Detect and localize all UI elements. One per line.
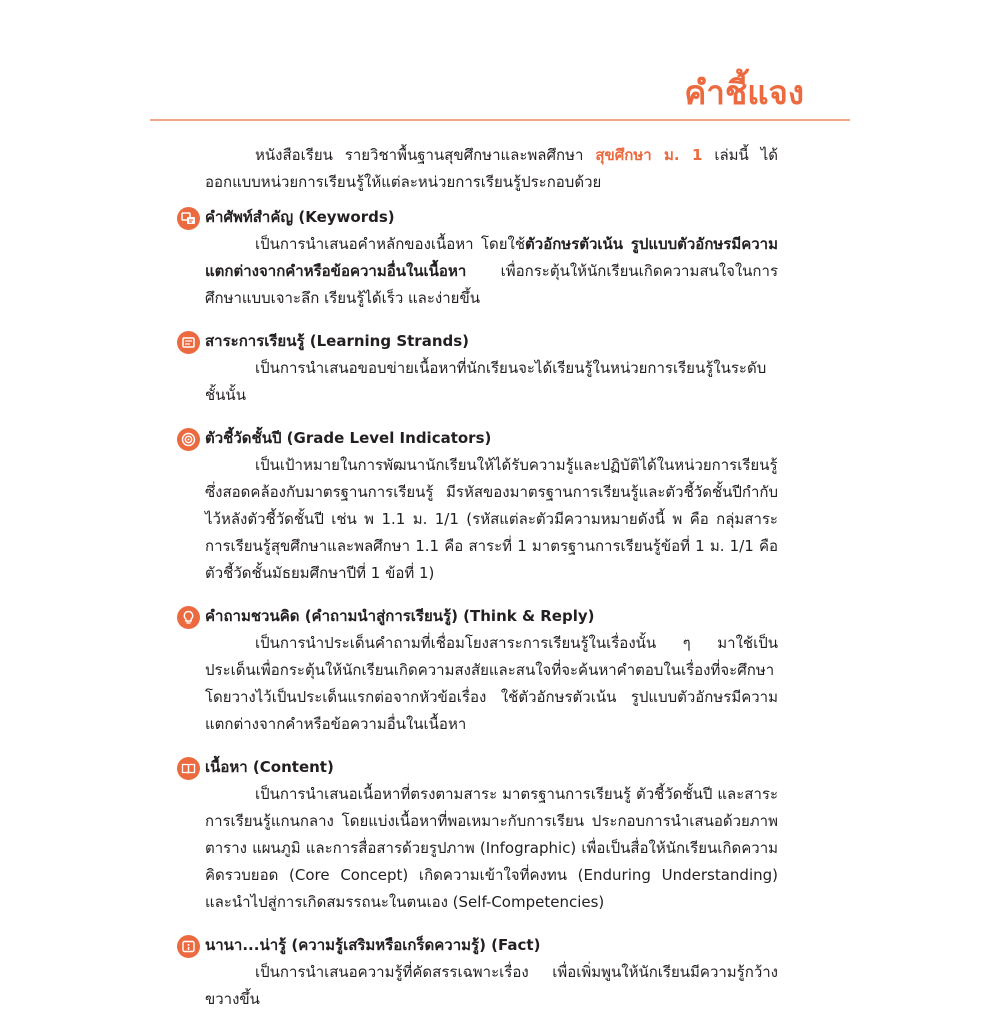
description-end: เพื่อกระตุ้นให้นักเรียนเกิดความสนใจในการศึกษาแบบเจาะลึก เรียนรู้ได้เร็ว และง่ายขึ้น xyxy=(205,262,778,307)
intro-paragraph xyxy=(205,142,778,196)
section-title: นานา...น่ารู้ (ความรู้เสริมหรือเกร็ดความรู้) (Fact) xyxy=(205,936,541,954)
section-description: เป็นการนำประเด็นคำถามที่เชื่อมโยงสาระการเรียนรู้ในเรื่องนั้น ๆ มาใช้เป็นประเด็นเพื่อกระตุ้นให้นักเรียนเกิดความสงสัยและสนใจที่จะค้นหาคำตอบในเรื่องที่จะศึกษา โดยวางไว้เป็นประเด็นแรกต่อจากหัวข้อเรื่อง ใช้ตัวอักษรตัวเน้น รูปแบบตัวอักษรมีความแตกต่างจากคำหรือข้อความอื่นในเนื้อหา xyxy=(205,634,778,733)
lightbulb-icon xyxy=(177,606,200,629)
description-emphasis: ตัวอักษรตัวเน้น รูปแบบตัวอักษรมีความแตกต่างจากคำหรือข้อความอื่นในเนื้อหา xyxy=(205,235,778,280)
intro-text-before: หนังสือเรียน รายวิชาพื้นฐานสุขศึกษาและพลศึกษา xyxy=(255,146,596,164)
description-start: เป็นการนำเสนอคำหลักของเนื้อหา โดยใช้ xyxy=(255,235,526,253)
section-fact xyxy=(205,932,778,1013)
section-description: เป็นเป้าหมายในการพัฒนานักเรียนให้ได้รับความรู้และปฏิบัติได้ในหน่วยการเรียนรู้ ซึ่งสอดคล้องกับมาตรฐานการเรียนรู้ มีรหัสของมาตรฐานการเรียนรู้และตัวชี้วัดชั้นปีกำกับไว้หลังตัวชี้วัดชั้นปี เช่น พ 1.1 ม. 1/1 (รหัสแต่ละตัวมีความหมายดังนี้ พ คือ กลุ่มสาระการเรียนรู้สุขศึกษาและพลศึกษา 1.1 คือ สาระที่ 1 มาตรฐานการเรียนรู้ข้อที่ 1 ม. 1/1 คือ ตัวชี้วัดชั้นมัธยมศึกษาปีที่ 1 ข้อที่ 1) xyxy=(205,456,778,582)
section-keywords xyxy=(205,204,778,312)
section-title: เนื้อหา (Content) xyxy=(205,758,334,776)
section-title: คำศัพท์สำคัญ (Keywords) xyxy=(205,208,395,226)
section-content xyxy=(205,754,778,916)
target-icon xyxy=(177,428,200,451)
fact-icon xyxy=(177,935,200,958)
keywords-icon xyxy=(177,207,200,230)
page-title: คำชี้แจง xyxy=(684,73,804,112)
section-title: คำถามชวนคิด (คำถามนำสู่การเรียนรู้) (Think & Reply) xyxy=(205,607,595,625)
section-think-and-reply xyxy=(205,603,778,738)
section-description: เป็นการนำเสนอเนื้อหาที่ตรงตามสาระ มาตรฐานการเรียนรู้ ตัวชี้วัดชั้นปี และสาระการเรียนรู้แกนกลาง โดยแบ่งเนื้อหาที่พอเหมาะกับการเรียน ประกอบการนำเสนอด้วยภาพ ตาราง แผนภูมิ และการสื่อสารด้วยรูปภาพ (Infographic) เพื่อเป็นสื่อให้นักเรียนเกิดความคิดรวบยอด (Core Concept) เกิดความเข้าใจที่คงทน (Enduring Understanding) และนำไปสู่การเกิดสมรรถนะในตนเอง (Self-Competencies) xyxy=(205,785,778,911)
section-description: เป็นการนำเสนอความรู้ที่คัดสรรเฉพาะเรื่อง เพื่อเพิ่มพูนให้นักเรียนมีความรู้กว้างขวางขึ้น xyxy=(205,963,778,1008)
section-grade-level-indicators xyxy=(205,425,778,587)
intro-text-after: เล่มนี้ ได้ออกแบบหน่วยการเรียนรู้ให้แต่ละหน่วยการเรียนรู้ประกอบด้วย xyxy=(205,146,778,191)
section-title: ตัวชี้วัดชั้นปี (Grade Level Indicators) xyxy=(205,429,492,447)
title-divider xyxy=(150,119,850,121)
section-description: เป็นการนำเสนอขอบข่ายเนื้อหาที่นักเรียนจะได้เรียนรู้ในหน่วยการเรียนรู้ในระดับชั้นนั้น xyxy=(205,359,767,404)
section-title: สาระการเรียนรู้ (Learning Strands) xyxy=(205,332,470,350)
page-content xyxy=(205,142,778,1013)
section-description xyxy=(205,231,778,312)
book-icon xyxy=(177,757,200,780)
learning-strands-icon xyxy=(177,331,200,354)
book-name: สุขศึกษา ม. 1 xyxy=(595,146,703,164)
section-learning-strands xyxy=(205,328,778,409)
